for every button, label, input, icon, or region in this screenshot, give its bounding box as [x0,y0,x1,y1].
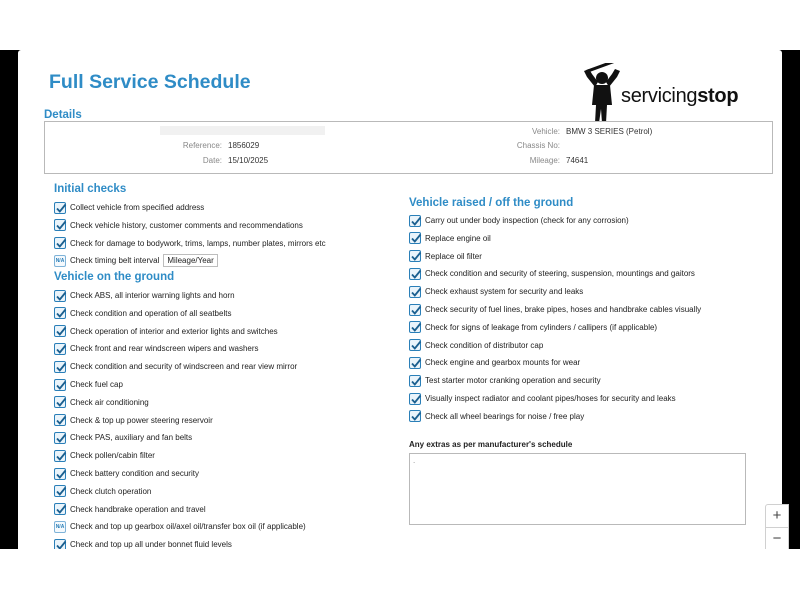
mechanic-wrench-icon [583,63,625,125]
checkbox-checked[interactable] [409,393,421,405]
checklist-item-label: Check PAS, auxiliary and fan belts [70,433,193,443]
checklist-item-label: Replace oil filter [425,251,482,261]
checkbox-checked[interactable] [54,503,66,515]
checklist-item [54,358,297,375]
checklist-item-label: Visually inspect radiator and coolant pipes/hoses for security and leaks [425,394,676,403]
checklist-item-label: Check all wheel bearings for noise / free play [425,411,585,421]
checklist-item [54,217,303,234]
logo-wordmark: servicingstop [621,85,739,107]
checkbox-checked[interactable] [54,379,66,391]
servicingstop-logo [583,65,773,125]
checklist-item-label: Check handbrake operation and travel [70,504,206,514]
checkbox-checked[interactable] [54,343,66,355]
zoom-control [765,504,789,549]
checklist-item [409,354,580,371]
na-badge[interactable]: N/A [54,521,66,533]
details-panel [44,121,773,174]
checklist-item [409,372,601,389]
checklist-item [54,465,199,482]
bottom-margin [0,549,800,600]
checklist-item-label: Check for signs of leakage from cylinders / callipers (if applicable) [425,322,658,332]
checklist-item-label: Check & top up power steering reservoir [70,415,213,425]
checkbox-checked[interactable] [54,290,66,302]
checkbox-checked[interactable] [54,361,66,373]
checklist-item [54,518,306,535]
checklist-item-label: Check battery condition and security [70,469,199,478]
mileage-value: 74641 [566,156,589,165]
checklist-item [54,412,213,429]
vehicle-on-ground-heading: Vehicle on the ground [54,271,175,283]
checkbox-checked[interactable] [409,304,421,316]
extras-textarea[interactable] [409,453,746,525]
checklist-item-label: Check security of fuel lines, brake pipes, hoses and handbrake cables visually [425,305,702,314]
checkbox-checked[interactable] [409,215,421,227]
checkbox-checked[interactable] [54,307,66,319]
checklist-item-label: Check and top up all under bonnet fluid levels [70,540,232,549]
checkbox-checked[interactable] [54,468,66,480]
checklist-item-label: Check timing belt interval [70,256,160,266]
checklist-item [54,536,232,549]
initial-checks-heading: Initial checks [54,183,127,195]
checklist-item [54,323,278,340]
checkbox-checked[interactable] [54,325,66,337]
checkbox-checked[interactable] [54,414,66,426]
checklist-item [409,319,657,336]
checklist-item [54,394,149,411]
checklist-item-label: Test starter motor cranking operation and security [425,376,601,386]
checkbox-checked[interactable] [409,321,421,333]
checklist-item-label: Check ABS, all interior warning lights and horn [70,291,235,300]
checkbox-checked[interactable] [54,485,66,497]
page-title: Full Service Schedule [49,71,251,93]
extras-value: . [413,456,416,465]
zoom-in-button[interactable]: + [772,507,782,524]
checklist-item [54,483,151,500]
checkbox-checked[interactable] [54,202,66,214]
mileage-label: Mileage: [529,156,560,165]
checklist-item-label: Collect vehicle from specified address [70,203,205,212]
checkbox-checked[interactable] [409,375,421,387]
checklist-item-label: Check front and rear windscreen wipers and washers [70,344,259,354]
checklist-item [409,248,482,265]
details-heading: Details [44,109,82,121]
checkbox-checked[interactable] [409,286,421,298]
checklist-item-label: Check vehicle history, customer comments and recommendations [70,220,303,230]
checkbox-checked[interactable] [409,339,421,351]
checklist-item-label: Check exhaust system for security and leaks [425,287,584,297]
checklist-item-label: Check condition and security of windscreen and rear view mirror [70,362,298,372]
checklist-item-label: Check for damage to bodywork, trims, lamps, number plates, mirrors etc [70,238,326,248]
checkbox-checked[interactable] [54,237,66,249]
checkbox-checked[interactable] [54,539,66,549]
checklist-item-label: Check air conditioning [70,397,149,407]
checkbox-checked[interactable] [54,396,66,408]
reference-label: Reference: [182,141,222,150]
checklist-item [409,212,629,229]
checklist-item [54,305,231,322]
checklist-item [54,199,204,216]
checklist-item [54,501,206,518]
checklist-item-label: Check pollen/cabin filter [70,451,155,461]
checkbox-checked[interactable] [409,410,421,422]
checklist-item [54,429,192,446]
chassis-label: Chassis No: [516,141,560,150]
checklist-item [409,337,543,354]
checklist-item-label: Carry out under body inspection (check for any corrosion) [425,216,629,225]
timing-belt-interval-field[interactable]: Mileage/Year [163,254,217,267]
document-viewer [0,50,800,549]
na-badge[interactable]: N/A [54,255,66,267]
redacted-field [160,126,325,135]
checkbox-checked[interactable] [409,250,421,262]
zoom-out-button[interactable]: − [772,530,782,547]
checklist-item [54,252,218,269]
checklist-item-label: Check condition and operation of all seatbelts [70,308,232,318]
checklist-item [409,301,701,318]
checklist-item-label: Check fuel cap [70,380,123,389]
vehicle-raised-heading: Vehicle raised / off the ground [409,197,574,209]
checklist-item-label: Check condition and security of steering, suspension, mountings and gaitors [425,269,695,279]
checkbox-checked[interactable] [54,219,66,231]
checkbox-checked[interactable] [409,232,421,244]
checklist-item-label: Check and top up gearbox oil/axel oil/transfer box oil (if applicable) [70,522,306,532]
date-label: Date: [202,156,222,165]
checklist-item [409,230,491,247]
vehicle-label: Vehicle: [531,127,560,136]
checklist-item-label: Check condition of distributor cap [425,340,544,350]
date-value: 15/10/2025 [228,156,269,165]
checklist-item [54,287,235,304]
checklist-item [54,340,259,357]
checklist-item [54,447,155,464]
checklist-item-label: Replace engine oil [425,233,491,243]
checklist-item [409,265,695,282]
checklist-item [409,283,583,300]
checklist-item-label: Check operation of interior and exterior lights and switches [70,326,278,336]
checkbox-checked[interactable] [409,268,421,280]
document-page [18,50,782,549]
checklist-item [54,376,123,393]
checkbox-checked[interactable] [54,450,66,462]
checklist-item-label: Check engine and gearbox mounts for wear [425,358,581,368]
top-margin [0,0,800,50]
checkbox-checked[interactable] [409,357,421,369]
vehicle-value: BMW 3 SERIES (Petrol) [566,127,653,136]
extras-label: Any extras as per manufacturer's schedule [409,440,573,449]
checklist-item [409,390,676,407]
checkbox-checked[interactable] [54,432,66,444]
checklist-item [409,408,584,425]
reference-value: 1856029 [228,141,260,150]
checklist-item-label: Check clutch operation [70,486,152,496]
checklist-item [54,235,326,252]
